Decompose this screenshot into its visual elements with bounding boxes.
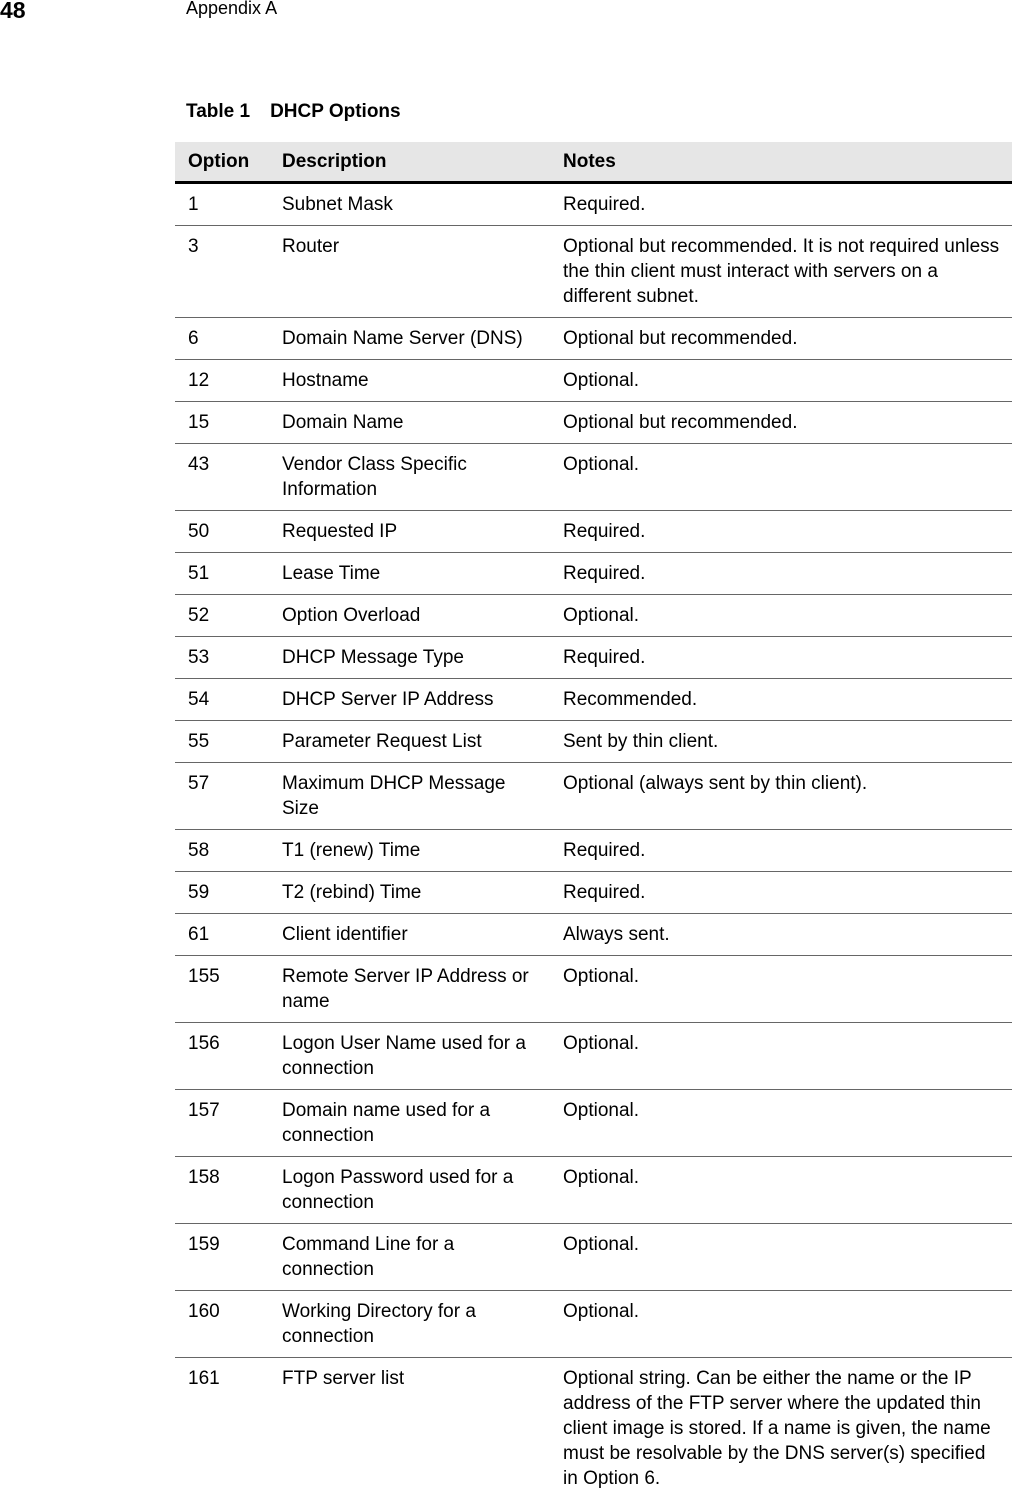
description-cell: Lease Time bbox=[269, 553, 550, 595]
description-cell: Domain Name bbox=[269, 402, 550, 444]
table-row bbox=[175, 595, 1012, 637]
option-cell: 61 bbox=[175, 914, 269, 956]
notes-cell: Optional. bbox=[550, 1291, 1012, 1358]
option-cell: 57 bbox=[175, 763, 269, 830]
description-cell: Subnet Mask bbox=[269, 183, 550, 226]
table-row bbox=[175, 872, 1012, 914]
option-cell: 15 bbox=[175, 402, 269, 444]
table-row bbox=[175, 1358, 1012, 1500]
table-header-row bbox=[175, 142, 1012, 183]
notes-cell: Required. bbox=[550, 872, 1012, 914]
option-cell: 51 bbox=[175, 553, 269, 595]
option-cell: 158 bbox=[175, 1157, 269, 1224]
option-cell: 12 bbox=[175, 360, 269, 402]
description-cell: Vendor Class Specific Information bbox=[269, 444, 550, 511]
option-cell: 161 bbox=[188, 1368, 220, 1389]
description-cell: Domain Name Server (DNS) bbox=[269, 318, 550, 360]
notes-cell: Optional but recommended. bbox=[550, 402, 1012, 444]
description-cell: Working Directory for a connection bbox=[269, 1291, 550, 1358]
description-cell: DHCP Message Type bbox=[269, 637, 550, 679]
notes-cell: Sent by thin client. bbox=[550, 721, 1012, 763]
description-cell: Client identifier bbox=[269, 914, 550, 956]
table-row bbox=[175, 553, 1012, 595]
notes-cell: Required. bbox=[550, 553, 1012, 595]
option-cell: 58 bbox=[175, 830, 269, 872]
description-cell: T1 (renew) Time bbox=[269, 830, 550, 872]
table-row bbox=[175, 402, 1012, 444]
description-cell: Logon User Name used for a connection bbox=[269, 1023, 550, 1090]
option-cell: 55 bbox=[175, 721, 269, 763]
table-row bbox=[175, 1090, 1012, 1157]
description-cell: FTP server list bbox=[282, 1368, 405, 1389]
option-cell: 50 bbox=[175, 511, 269, 553]
option-cell: 6 bbox=[175, 318, 269, 360]
notes-cell: Required. bbox=[550, 511, 1012, 553]
table-row bbox=[175, 637, 1012, 679]
notes-cell: Optional. bbox=[550, 956, 1012, 1023]
description-cell: Maximum DHCP Message Size bbox=[269, 763, 550, 830]
table-caption-label: Table 1 bbox=[186, 101, 251, 122]
table-row bbox=[175, 1291, 1012, 1358]
notes-cell: Recommended. bbox=[550, 679, 1012, 721]
notes-cell: Required. bbox=[550, 183, 1012, 226]
table-row bbox=[175, 763, 1012, 830]
table-row bbox=[175, 679, 1012, 721]
description-cell: DHCP Server IP Address bbox=[269, 679, 550, 721]
table-row bbox=[175, 444, 1012, 511]
description-cell: Logon Password used for a connection bbox=[269, 1157, 550, 1224]
table-row bbox=[175, 183, 1012, 226]
description-cell: Command Line for a connection bbox=[269, 1224, 550, 1291]
option-cell: 3 bbox=[175, 226, 269, 318]
table-caption-title: DHCP Options bbox=[270, 101, 401, 122]
option-cell: 1 bbox=[175, 183, 269, 226]
notes-cell: Optional. bbox=[550, 360, 1012, 402]
description-cell: Router bbox=[269, 226, 550, 318]
option-cell: 52 bbox=[175, 595, 269, 637]
notes-cell: Optional (always sent by thin client). bbox=[550, 763, 1012, 830]
table-row bbox=[175, 914, 1012, 956]
option-cell: 156 bbox=[175, 1023, 269, 1090]
notes-cell: Optional. bbox=[550, 1224, 1012, 1291]
column-header-notes: Notes bbox=[550, 142, 1012, 183]
notes-cell: Required. bbox=[550, 830, 1012, 872]
option-cell: 59 bbox=[175, 872, 269, 914]
notes-cell: Optional. bbox=[550, 1023, 1012, 1090]
option-cell: 159 bbox=[175, 1224, 269, 1291]
page-header bbox=[0, 0, 1012, 26]
table-header bbox=[175, 142, 1012, 183]
notes-cell: Optional. bbox=[550, 1090, 1012, 1157]
description-cell: Option Overload bbox=[269, 595, 550, 637]
option-cell: 53 bbox=[175, 637, 269, 679]
table-row bbox=[175, 1157, 1012, 1224]
option-cell: 43 bbox=[175, 444, 269, 511]
table-caption bbox=[186, 100, 401, 124]
table-row bbox=[175, 721, 1012, 763]
notes-cell: Optional but recommended. bbox=[550, 318, 1012, 360]
table-row bbox=[175, 830, 1012, 872]
description-cell: Remote Server IP Address or name bbox=[269, 956, 550, 1023]
table-row bbox=[175, 1023, 1012, 1090]
table-row bbox=[175, 226, 1012, 318]
column-header-option: Option bbox=[175, 142, 269, 183]
notes-cell: Optional. bbox=[550, 1157, 1012, 1224]
notes-cell: Optional but recommended. It is not required unless the thin client must interact with servers on a different subnet. bbox=[550, 226, 1012, 318]
description-cell: Requested IP bbox=[269, 511, 550, 553]
notes-cell: Optional string. Can be either the name or the IP address of the FTP server where the updated thin client image is stored. If a name is given, the name must be resolvable by the DNS server(s) specified in Option 6. bbox=[563, 1368, 991, 1489]
description-cell: Domain name used for a connection bbox=[269, 1090, 550, 1157]
page-number: 48 bbox=[0, 0, 26, 23]
notes-cell: Optional. bbox=[550, 595, 1012, 637]
notes-cell: Always sent. bbox=[550, 914, 1012, 956]
description-cell: Parameter Request List bbox=[269, 721, 550, 763]
table-row bbox=[175, 956, 1012, 1023]
option-cell: 54 bbox=[175, 679, 269, 721]
table-body bbox=[175, 183, 1012, 1500]
table-row bbox=[175, 360, 1012, 402]
table-row bbox=[175, 1224, 1012, 1291]
dhcp-options-table bbox=[175, 142, 1012, 1499]
option-cell: 157 bbox=[175, 1090, 269, 1157]
notes-cell: Required. bbox=[550, 637, 1012, 679]
option-cell: 160 bbox=[175, 1291, 269, 1358]
notes-cell: Optional. bbox=[550, 444, 1012, 511]
description-cell: Hostname bbox=[269, 360, 550, 402]
option-cell: 155 bbox=[175, 956, 269, 1023]
section-title: Appendix A bbox=[186, 0, 278, 18]
table-row bbox=[175, 511, 1012, 553]
table-row bbox=[175, 318, 1012, 360]
column-header-description: Description bbox=[269, 142, 550, 183]
description-cell: T2 (rebind) Time bbox=[269, 872, 550, 914]
